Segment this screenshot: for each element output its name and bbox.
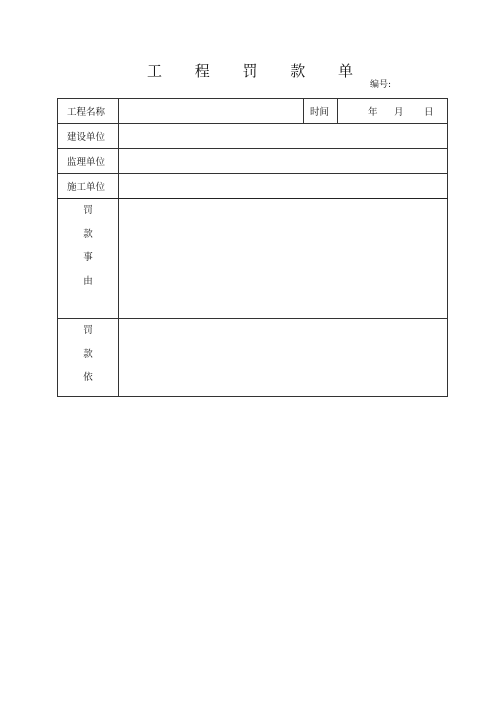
date-field[interactable] — [338, 99, 448, 124]
penalty-basis-field[interactable] — [119, 319, 448, 397]
supervisor-unit-label: 监理单位 — [58, 149, 119, 174]
supervisor-unit-field[interactable] — [119, 149, 448, 174]
year-label: 年 — [368, 107, 378, 118]
project-name-field[interactable] — [119, 99, 304, 124]
serial-number-label: 编号: — [370, 80, 392, 90]
penalty-basis-char: 依 — [83, 372, 93, 383]
document-title: 工 程 罚 款 单 — [146, 62, 368, 80]
builder-unit-label: 建设单位 — [58, 124, 119, 149]
contractor-unit-field[interactable] — [119, 174, 448, 199]
month-label: 月 — [394, 107, 404, 118]
penalty-reason-field[interactable] — [119, 199, 448, 319]
penalty-basis-label — [58, 319, 119, 397]
day-label: 日 — [424, 107, 434, 118]
penalty-form-table — [57, 98, 448, 397]
penalty-basis-char: 罚 — [83, 325, 93, 336]
builder-unit-field[interactable] — [119, 124, 448, 149]
project-name-label: 工程名称 — [58, 99, 119, 124]
penalty-basis-char: 款 — [83, 348, 93, 360]
penalty-reason-char: 事 — [83, 252, 93, 263]
penalty-reason-char: 罚 — [83, 205, 93, 216]
penalty-reason-label — [58, 199, 119, 319]
penalty-reason-char: 由 — [83, 275, 93, 287]
time-label: 时间 — [304, 99, 338, 124]
contractor-unit-label: 施工单位 — [58, 174, 119, 199]
penalty-reason-char: 款 — [83, 228, 93, 240]
